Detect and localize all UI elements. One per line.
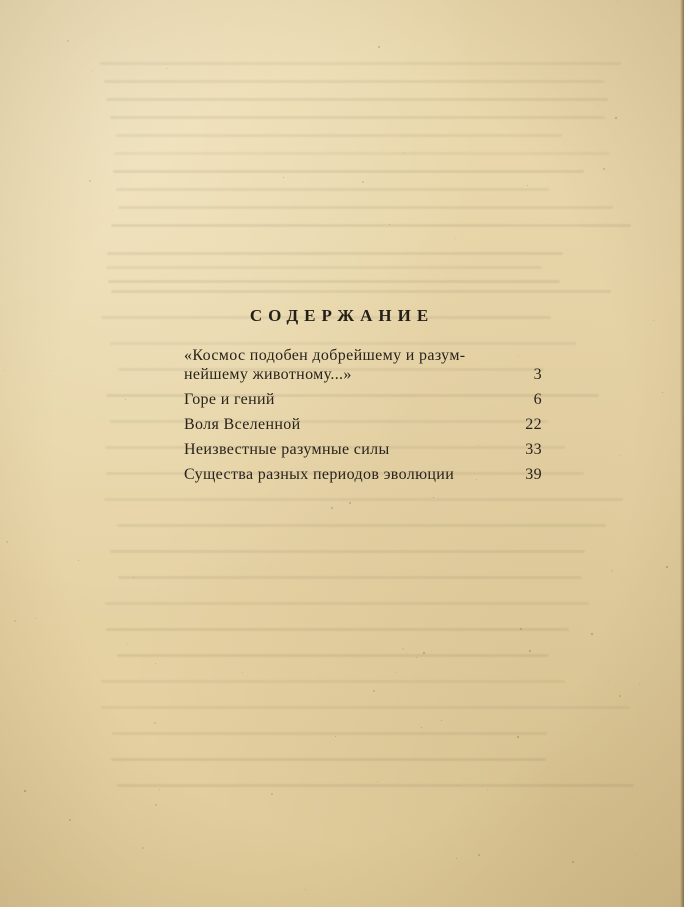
paper-speck	[619, 695, 621, 697]
toc-entry	[184, 465, 544, 484]
paper-speck	[155, 663, 156, 664]
paper-speck	[362, 181, 364, 183]
paper-speck	[377, 781, 378, 782]
paper-speck	[421, 727, 422, 728]
paper-speck	[166, 68, 167, 69]
paper-speck	[403, 152, 404, 153]
toc-entry-title	[184, 390, 544, 409]
paper-speck	[611, 570, 613, 572]
paper-speck	[520, 628, 522, 630]
paper-speck	[527, 185, 528, 186]
bleed-through-line	[117, 524, 606, 527]
paper-speck	[662, 392, 663, 393]
bleed-through-line	[116, 134, 562, 137]
paper-speck	[67, 40, 69, 42]
toc-entry-page-number: 22	[525, 416, 542, 433]
bleed-through-line	[106, 628, 569, 631]
paper-speck	[271, 793, 273, 795]
bleed-through-line	[101, 706, 630, 709]
bleed-through-line	[116, 188, 549, 191]
bleed-through-line	[105, 602, 589, 605]
paper-speck	[159, 789, 160, 790]
paper-speck	[133, 577, 134, 578]
bleed-through-line	[117, 654, 549, 657]
paper-speck	[478, 854, 480, 856]
paper-speck	[529, 650, 531, 652]
bleed-through-line	[117, 784, 634, 787]
toc-entry	[184, 346, 544, 384]
paper-speck	[517, 736, 519, 738]
paper-speck	[14, 620, 16, 622]
paper-speck	[456, 858, 457, 859]
scan-edge-shadow	[680, 0, 684, 907]
paper-speck	[35, 618, 36, 619]
bleed-through-line	[107, 252, 563, 255]
paper-speck	[487, 789, 488, 790]
paper-speck	[396, 672, 397, 673]
paper-speck	[666, 566, 668, 568]
toc-entry	[184, 440, 544, 459]
paper-speck	[331, 507, 333, 509]
paper-speck	[349, 502, 351, 504]
paper-speck	[6, 541, 8, 543]
paper-speck	[142, 847, 144, 849]
bleed-through-line	[110, 550, 585, 553]
paper-speck	[4, 370, 5, 371]
bleed-through-line	[100, 62, 621, 65]
toc-entry-title-line: Существа разных периодов эволюции	[184, 466, 455, 483]
paper-speck	[154, 722, 156, 724]
bleed-through-line	[113, 170, 584, 173]
toc-entry-page-number: 33	[525, 441, 542, 458]
toc-entry-title	[184, 415, 544, 434]
paper-speck	[378, 46, 380, 48]
paper-speck	[155, 804, 157, 806]
paper-speck	[157, 590, 158, 591]
toc-entry	[184, 390, 544, 409]
paper-speck	[89, 180, 91, 182]
toc-entry-page-number: 6	[533, 391, 542, 408]
bleed-through-line	[104, 80, 604, 83]
paper-speck	[603, 168, 605, 170]
paper-speck	[305, 889, 306, 890]
paper-speck	[24, 790, 26, 792]
toc-entry-page-number: 39	[525, 466, 542, 483]
toc-entry-title	[184, 440, 544, 459]
paper-speck	[50, 370, 51, 371]
toc-entry-page-number: 3	[533, 366, 542, 383]
paper-speck	[457, 785, 458, 786]
toc-entry	[184, 415, 544, 434]
bleed-through-line	[110, 116, 605, 119]
bleed-through-line	[114, 152, 610, 155]
paper-speck	[608, 681, 609, 682]
paper-speck	[416, 657, 417, 658]
table-of-contents	[184, 346, 544, 490]
bleed-through-line	[118, 206, 613, 209]
paper-speck	[591, 633, 593, 635]
paper-speck	[127, 644, 128, 645]
bleed-through-line	[110, 342, 576, 345]
bleed-through-line	[111, 290, 611, 293]
paper-speck	[635, 854, 636, 855]
paper-speck	[78, 560, 79, 561]
paper-speck	[599, 105, 600, 106]
paper-speck	[617, 1, 618, 2]
bleed-through-line	[111, 758, 546, 761]
paper-speck	[389, 224, 390, 225]
paper-speck	[242, 672, 243, 673]
paper-speck	[402, 648, 404, 650]
toc-entry-title-line: Горе и гений	[184, 391, 275, 408]
paper-speck	[69, 819, 71, 821]
toc-entry-title-line: Воля Вселенной	[184, 416, 301, 433]
bleed-through-line	[104, 498, 623, 501]
paper-speck	[91, 71, 92, 72]
paper-speck	[125, 399, 126, 400]
paper-speck	[639, 684, 640, 685]
bleed-through-line	[112, 732, 547, 735]
toc-entry-title-line: нейшему животному...»	[184, 366, 352, 383]
paper-speck	[423, 652, 425, 654]
paper-speck	[335, 736, 336, 737]
toc-entry-title	[184, 346, 544, 384]
bleed-through-line	[101, 680, 565, 683]
bleed-through-line	[106, 266, 542, 269]
bleed-through-line	[108, 280, 560, 283]
paper-speck	[615, 117, 617, 119]
toc-entry-title-line: Неизвестные разумные силы	[184, 441, 390, 458]
toc-entry-title-line: «Космос подобен добрейшему и разум-	[184, 347, 466, 364]
paper-speck	[433, 497, 434, 498]
paper-speck	[441, 720, 442, 721]
paper-speck	[620, 455, 621, 456]
bleed-through-line	[118, 576, 581, 579]
paper-speck	[283, 177, 284, 178]
bleed-through-line	[111, 224, 631, 227]
bleed-through-line	[106, 98, 608, 101]
contents-heading: СОДЕРЖАНИЕ	[249, 306, 435, 325]
paper-speck	[455, 238, 456, 239]
paper-speck	[373, 690, 375, 692]
toc-entry-title	[184, 465, 544, 484]
paper-speck	[572, 861, 574, 863]
